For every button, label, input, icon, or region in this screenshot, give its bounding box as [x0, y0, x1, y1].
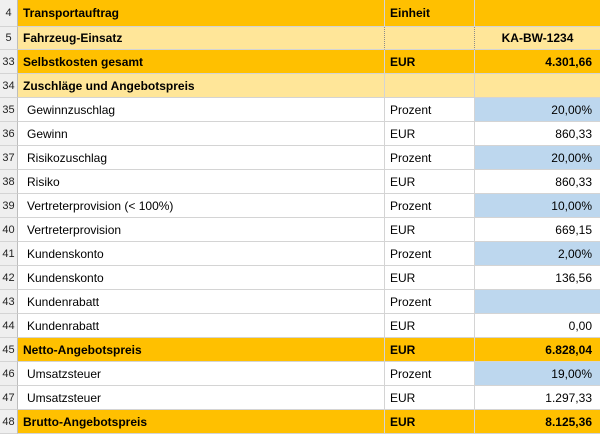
cell-value[interactable] [475, 74, 600, 98]
row-number[interactable]: 5 [0, 27, 18, 50]
cell-unit[interactable]: Einheit [385, 0, 475, 27]
table-row [0, 122, 600, 146]
table-row [0, 314, 600, 338]
table-row [0, 242, 600, 266]
cell-label[interactable]: Risiko [18, 170, 385, 194]
row-number[interactable]: 36 [0, 122, 18, 146]
table-row-header [0, 0, 600, 27]
row-number[interactable]: 42 [0, 266, 18, 290]
cell-input-value[interactable] [475, 290, 600, 314]
row-number[interactable]: 45 [0, 338, 18, 362]
row-number[interactable]: 41 [0, 242, 18, 266]
cell-unit[interactable]: EUR [385, 410, 475, 434]
table-row-section [0, 74, 600, 98]
cell-label[interactable]: Gewinn [18, 122, 385, 146]
cell-label[interactable]: Vertreterprovision (< 100%) [18, 194, 385, 218]
row-number[interactable]: 48 [0, 410, 18, 434]
cell-label[interactable]: Umsatzsteuer [18, 386, 385, 410]
cell-unit[interactable]: Prozent [385, 146, 475, 170]
cell-unit[interactable]: EUR [385, 50, 475, 74]
cell-label[interactable]: Umsatzsteuer [18, 362, 385, 386]
row-number[interactable]: 40 [0, 218, 18, 242]
cell-label[interactable]: Brutto-Angebotspreis [18, 410, 385, 434]
row-number[interactable]: 35 [0, 98, 18, 122]
cell-value[interactable]: 4.301,66 [475, 50, 600, 74]
cell-value[interactable]: 860,33 [475, 170, 600, 194]
cell-unit[interactable]: Prozent [385, 242, 475, 266]
table-row [0, 218, 600, 242]
table-row-net-price [0, 338, 600, 362]
table-row [0, 362, 600, 386]
table-row [0, 266, 600, 290]
cell-value[interactable]: 860,33 [475, 122, 600, 146]
cell-label[interactable]: Fahrzeug-Einsatz [18, 27, 385, 50]
cell-unit[interactable]: EUR [385, 266, 475, 290]
cell-value[interactable]: 0,00 [475, 314, 600, 338]
table-row [0, 290, 600, 314]
cell-unit[interactable]: EUR [385, 170, 475, 194]
cell-label[interactable]: Zuschläge und Angebotspreis [18, 74, 385, 98]
table-row [0, 386, 600, 410]
cell-label[interactable]: Netto-Angebotspreis [18, 338, 385, 362]
cell-unit[interactable]: Prozent [385, 98, 475, 122]
row-number[interactable]: 4 [0, 0, 18, 27]
row-number[interactable]: 33 [0, 50, 18, 74]
row-number[interactable]: 43 [0, 290, 18, 314]
table-row [0, 194, 600, 218]
cell-label[interactable]: Vertreterprovision [18, 218, 385, 242]
cell-value[interactable]: 669,15 [475, 218, 600, 242]
cell-unit[interactable]: EUR [385, 122, 475, 146]
cell-input-value[interactable]: 20,00% [475, 98, 600, 122]
cell-value[interactable] [475, 0, 600, 27]
cell-label[interactable]: Gewinnzuschlag [18, 98, 385, 122]
row-number[interactable]: 46 [0, 362, 18, 386]
row-number[interactable]: 39 [0, 194, 18, 218]
cell-label[interactable]: Selbstkosten gesamt [18, 50, 385, 74]
cell-value[interactable]: 1.297,33 [475, 386, 600, 410]
table-row [0, 170, 600, 194]
table-row [0, 98, 600, 122]
row-number[interactable]: 37 [0, 146, 18, 170]
cell-unit[interactable]: EUR [385, 386, 475, 410]
cell-label[interactable]: Transportauftrag [18, 0, 385, 27]
cell-input-value[interactable]: 2,00% [475, 242, 600, 266]
cell-input-value[interactable]: 20,00% [475, 146, 600, 170]
cell-unit[interactable] [385, 74, 475, 98]
cell-unit[interactable]: Prozent [385, 362, 475, 386]
cell-unit[interactable]: EUR [385, 314, 475, 338]
row-number[interactable]: 47 [0, 386, 18, 410]
cell-label[interactable]: Kundenskonto [18, 242, 385, 266]
table-row-gross-price [0, 410, 600, 434]
cell-value[interactable]: 136,56 [475, 266, 600, 290]
cell-unit[interactable]: EUR [385, 218, 475, 242]
row-number[interactable]: 38 [0, 170, 18, 194]
table-row-vehicle [0, 27, 600, 50]
cell-label[interactable]: Risikozuschlag [18, 146, 385, 170]
cell-input-value[interactable]: 10,00% [475, 194, 600, 218]
cell-label[interactable]: Kundenrabatt [18, 290, 385, 314]
table-row-total-cost [0, 50, 600, 74]
row-number[interactable]: 44 [0, 314, 18, 338]
cell-value[interactable]: 6.828,04 [475, 338, 600, 362]
cell-label[interactable]: Kundenrabatt [18, 314, 385, 338]
cell-unit[interactable]: Prozent [385, 194, 475, 218]
cell-value[interactable]: 8.125,36 [475, 410, 600, 434]
cell-unit[interactable]: Prozent [385, 290, 475, 314]
table-row [0, 146, 600, 170]
cell-input-value[interactable]: 19,00% [475, 362, 600, 386]
cell-label[interactable]: Kundenskonto [18, 266, 385, 290]
cell-unit[interactable]: EUR [385, 338, 475, 362]
row-number[interactable]: 34 [0, 74, 18, 98]
vehicle-id-cell[interactable]: KA-BW-1234 [475, 27, 600, 50]
cell-unit[interactable] [385, 27, 475, 50]
